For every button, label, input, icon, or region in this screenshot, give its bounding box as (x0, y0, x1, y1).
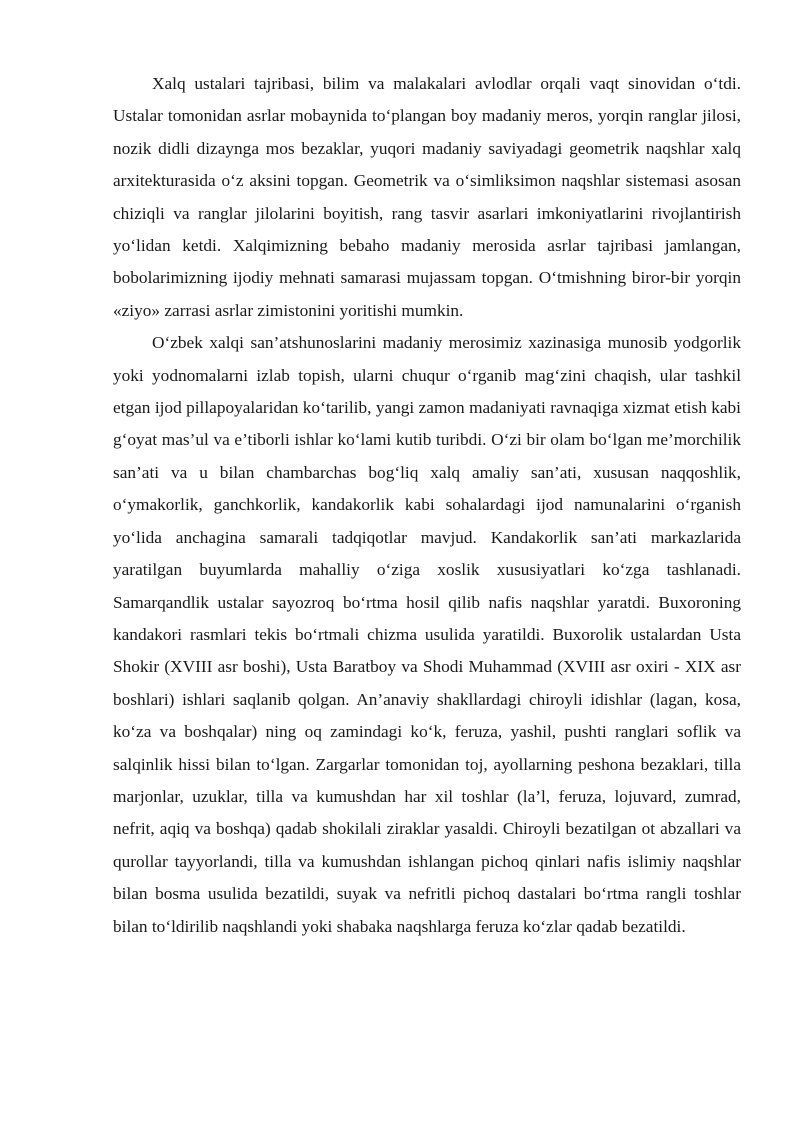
paragraph-1: Xalq ustalari tajribasi, bilim va malakalari avlodlar orqali vaqt sinovidan o‘tdi. Ustalar tomonidan asrlar mobaynida to‘plangan boy madaniy meros, yorqin ranglar jilosi, nozik didli dizaynga mos bezaklar, yuqori madaniy saviyadagi geometrik naqshlar xalq arxitekturasida o‘z aksini topgan. Geometrik va o‘simliksimon naqshlar sistemasi asosan chiziqli va ranglar jilolarini boyitish, rang tasvir asarlari imkoniyatlarini rivojlantirish yo‘lidan ketdi. Xalqimizning bebaho madaniy merosida asrlar tajribasi jamlangan, bobolarimizning ijodiy mehnati samarasi mujassam topgan. O‘tmishning biror-bir yorqin «ziyo» zarrasi asrlar zimistonini yoritishi mumkin. (113, 74, 741, 320)
document-page (113, 68, 741, 943)
paragraph-2: O‘zbek xalqi san’atshunoslarini madaniy merosimiz xazinasiga munosib yodgorlik yoki yodnomalarni izlab topish, ularni chuqur o‘rganib mag‘zini chaqish, ular tashkil etgan ijod pillapoyalaridan ko‘tarilib, yangi zamon madaniyati ravnaqiga xizmat etish kabi g‘oyat mas’ul va e’tiborli ishlar ko‘lami kutib turibdi. O‘zi bir olam bo‘lgan me’morchilik san’ati va u bilan chambarchas bog‘liq xalq amaliy san’ati, xususan naqqoshlik, o‘ymakorlik, ganchkorlik, kandakorlik kabi sohalardagi ijod namunalarini o‘rganish yo‘lida anchagina samarali tadqiqotlar mavjud. Kandakorlik san’ati markazlarida yaratilgan buyumlarda mahalliy o‘ziga xoslik xususiyatlari ko‘zga tashlanadi. Samarqandlik ustalar sayozroq bo‘rtma hosil qilib nafis naqshlar yaratdi. Buxoroning kandakori rasmlari tekis bo‘rtmali chizma usulida yaratildi. Buxorolik ustalardan Usta Shokir (XVIII asr boshi), Usta Baratboy va Shodi Muhammad (XVIII asr oxiri - XIX asr boshlari) ishlari saqlanib qolgan. An’anaviy shakllardagi chiroyli idishlar (lagan, kosa, ko‘za va boshqalar) ning oq zamindagi ko‘k, feruza, yashil, pushti ranglari soflik va salqinlik hissi bilan to‘lgan. Zargarlar tomonidan toj, ayollarning peshona bezaklari, tilla marjonlar, uzuklar, tilla va kumushdan har xil toshlar (la’l, feruza, lojuvard, zumrad, nefrit, aqiq va boshqa) qadab shokilali ziraklar yasaldi. Chiroyli bezatilgan ot abzallari va qurollar tayyorlandi, tilla va kumushdan ishlangan pichoq qinlari nafis islimiy naqshlar bilan bosma usulida bezatildi, suyak va nefritli pichoq dastalari bo‘rtma rangli toshlar bilan to‘ldirilib naqshlandi yoki shabaka naqshlarga feruza ko‘zlar qadab bezatildi. (113, 333, 741, 936)
